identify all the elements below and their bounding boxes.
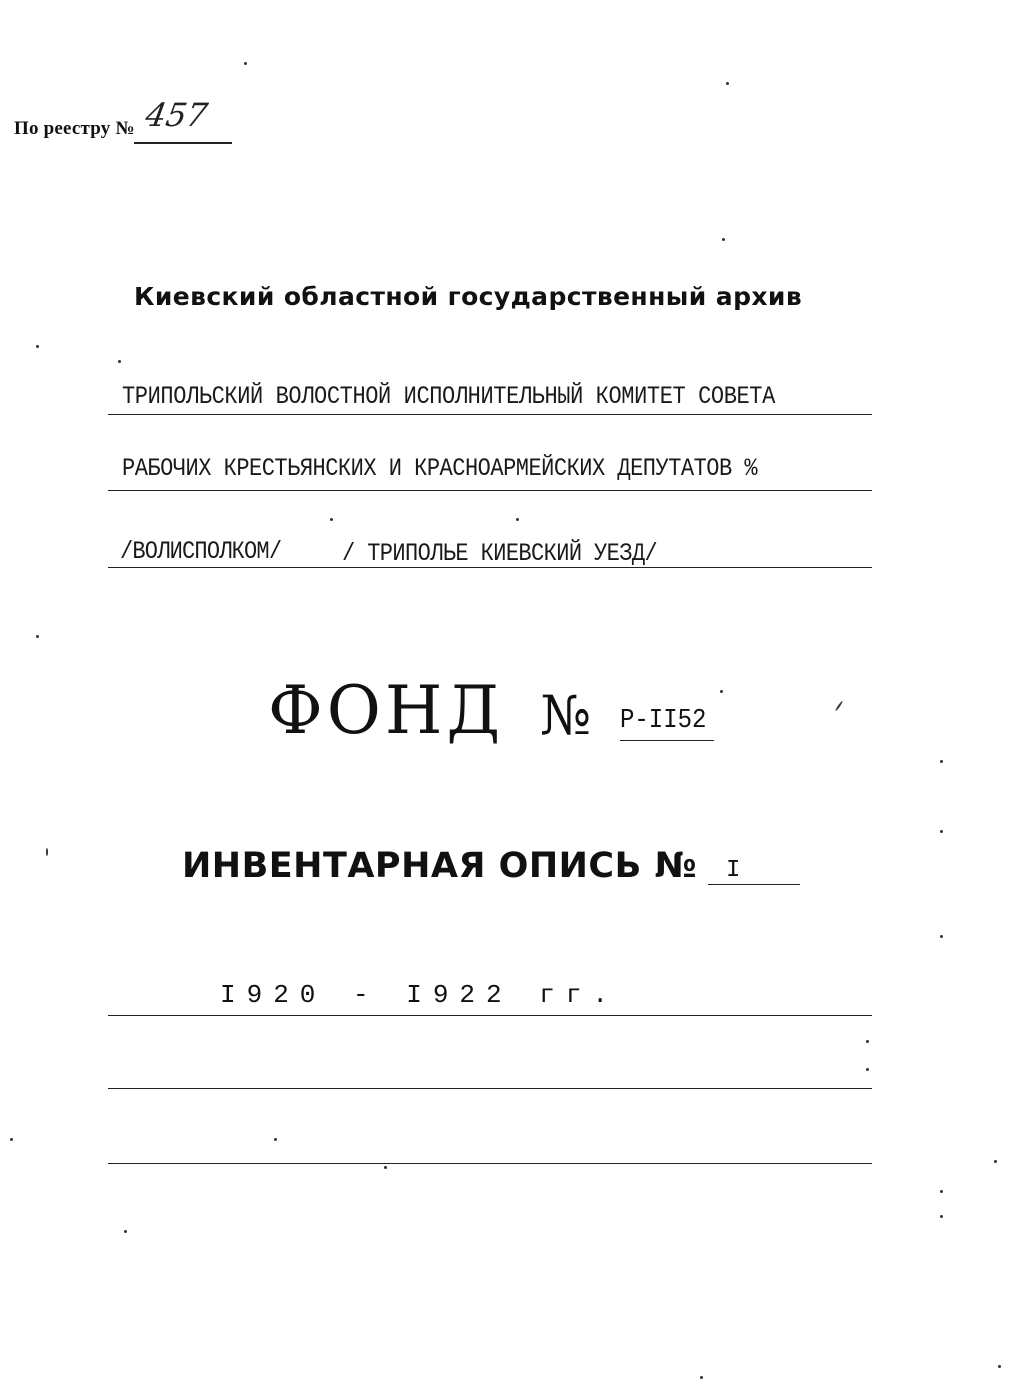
scan-mark [835, 701, 844, 712]
blank-rule-2 [108, 1163, 872, 1164]
inventory-number: I [726, 857, 741, 884]
scan-speck [720, 690, 723, 693]
scan-speck [36, 635, 39, 638]
scan-speck [384, 1166, 387, 1169]
fond-number-sign: № [540, 684, 592, 747]
scan-speck [722, 238, 725, 241]
scan-speck [274, 1138, 277, 1141]
scan-speck [700, 1376, 703, 1379]
scan-speck [940, 760, 943, 763]
registry-number: 457 [142, 96, 211, 134]
fund-description-line-3b: / ТРИПОЛЬЕ КИЕВСКИЙ УЕЗД/ [342, 540, 658, 568]
scan-speck [866, 1040, 869, 1043]
registry-label: По реестру № [14, 118, 135, 139]
scan-speck [118, 360, 121, 363]
scan-speck [866, 1068, 869, 1071]
date-range: I920 - I922 гг. [220, 980, 620, 1010]
scan-speck [994, 1160, 997, 1163]
inventory-number-underline [708, 884, 800, 885]
scan-speck [10, 1138, 13, 1141]
scan-speck [124, 1230, 127, 1233]
fund-description-line-3a: /ВОЛИСПОЛКОМ/ [120, 538, 282, 566]
fund-description-rule-1 [108, 414, 872, 415]
scan-speck [940, 1215, 943, 1218]
scan-speck [330, 518, 333, 521]
fund-description-line-1: ТРИПОЛЬСКИЙ ВОЛОСТНОЙ ИСПОЛНИТЕЛЬНЫЙ КОМИТЕТ СОВЕТА [122, 383, 775, 411]
fund-description-rule-2 [108, 490, 872, 491]
scan-speck [940, 1190, 943, 1193]
scan-speck [516, 518, 519, 521]
scan-mark [46, 848, 48, 856]
fund-description-rule-3 [108, 567, 872, 568]
scan-speck [940, 935, 943, 938]
scan-speck [726, 82, 729, 85]
fond-title: ФОНД [268, 672, 505, 749]
archive-title: Киевский областной государственный архив [134, 282, 803, 311]
scan-speck [940, 830, 943, 833]
scan-speck [36, 345, 39, 348]
date-rule [108, 1015, 872, 1016]
scan-speck [244, 62, 247, 65]
fond-number: Р-II52 [620, 706, 707, 736]
registry-underline [134, 142, 232, 144]
fond-number-underline [620, 740, 714, 741]
inventory-title: ИНВЕНТАРНАЯ ОПИСЬ № [182, 846, 698, 886]
fund-description-line-2: РАБОЧИХ КРЕСТЬЯНСКИХ И КРАСНОАРМЕЙСКИХ ДЕПУТАТОВ % [122, 455, 758, 483]
blank-rule-1 [108, 1088, 872, 1089]
scan-speck [998, 1365, 1001, 1368]
